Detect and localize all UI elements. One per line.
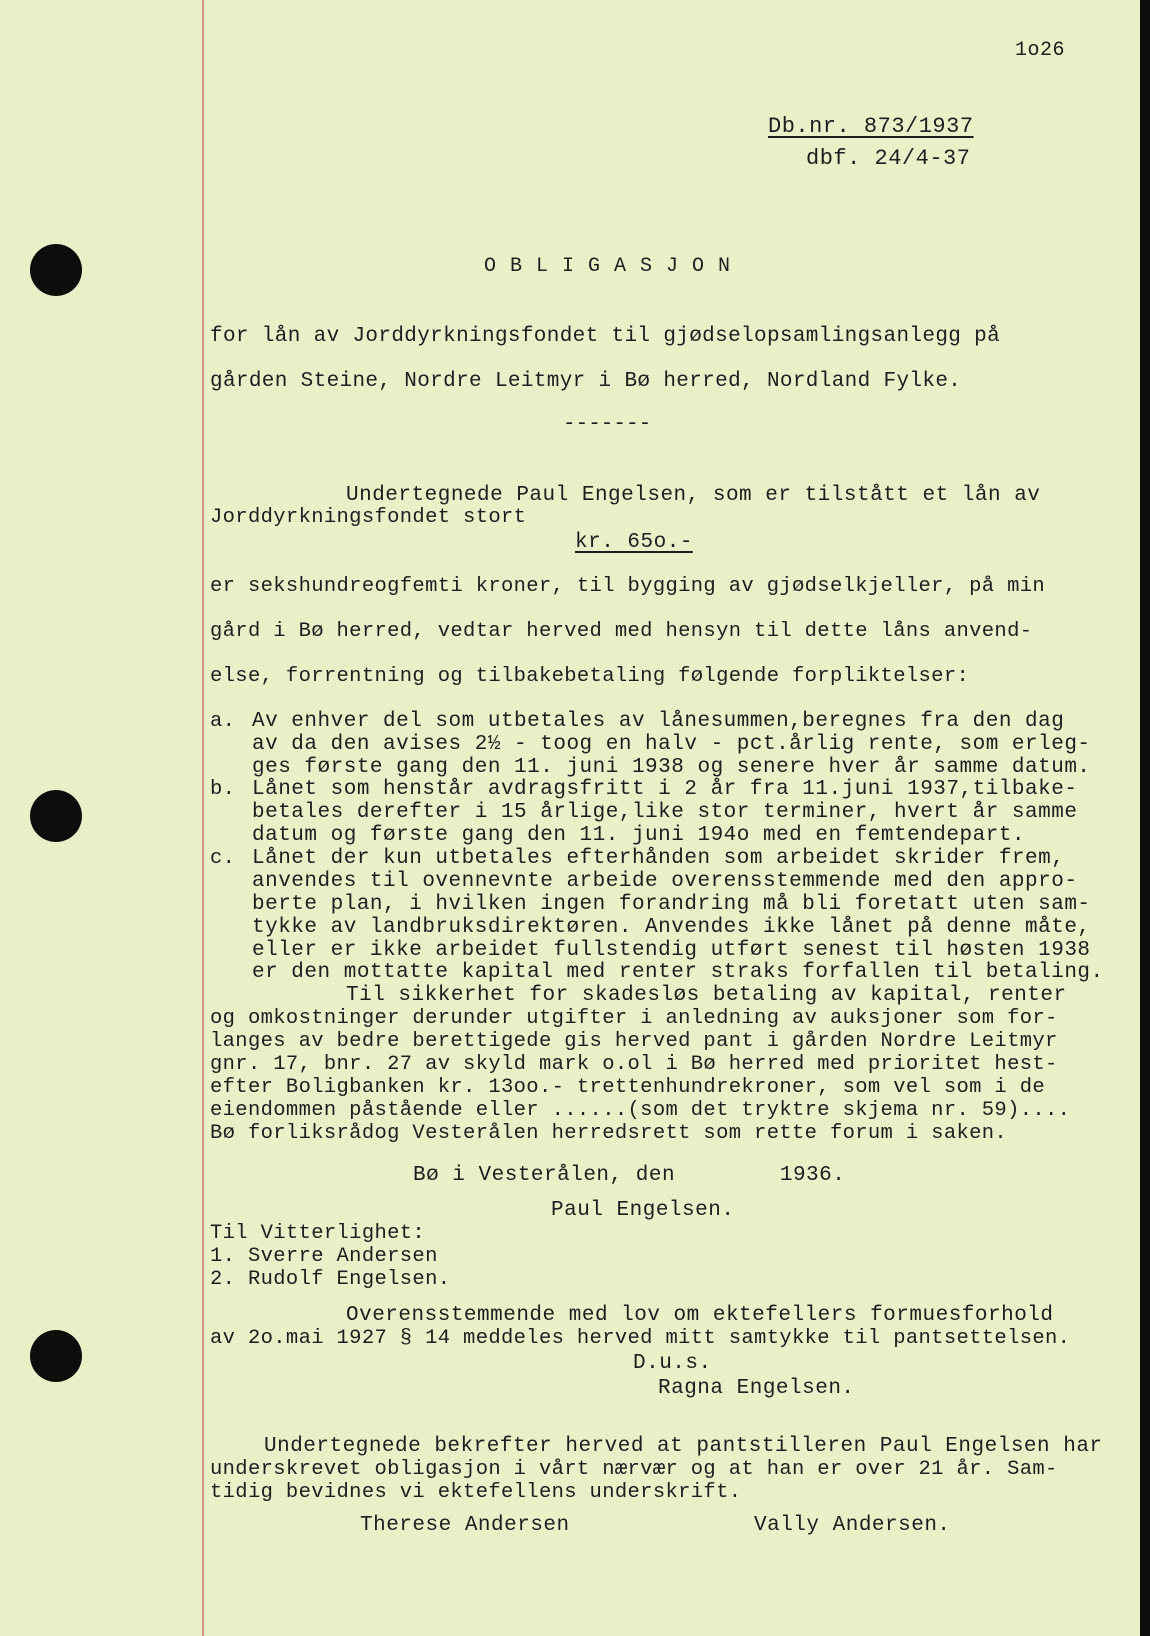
consent-line: Overensstemmende med lov om ektefellers formuesforhold	[346, 1304, 1054, 1327]
clause-label: b.	[210, 778, 236, 801]
security-line: Bø forliksrådog Vesterålen herredsrett som rette forum i saken.	[210, 1122, 1008, 1145]
security-line: og omkostninger derunder utgifter i anledning av auksjoner som for-	[210, 1007, 1058, 1030]
clause-line: Av enhver del som utbetales av lånesummen,beregnes fra den dag	[252, 710, 1065, 733]
clause-line: tykke av landbruksdirektøren. Anvendes ikke lånet på denne måte,	[252, 916, 1091, 939]
red-margin-line	[202, 0, 204, 1636]
clause-line: av da den avises 2½ - toog en halv - pct.årlig rente, som erleg-	[252, 733, 1091, 756]
clause-line: er den mottatte kapital med renter straks forfallen til betaling.	[252, 961, 1104, 984]
paragraph-line: else, forrentning og tilbakebetaling følgende forpliktelser:	[210, 665, 970, 688]
clause-line: ges første gang den 11. juni 1938 og senere hver år samme datum.	[252, 756, 1091, 779]
confirmation-line: underskrevet obligasjon i vårt nærvær og at han er over 21 år. Sam-	[210, 1458, 1058, 1481]
consent-signer: Ragna Engelsen.	[658, 1377, 855, 1400]
clause-line: datum og første gang den 11. juni 194o med en femtendepart.	[252, 824, 1026, 847]
punch-hole	[30, 790, 82, 842]
clause-line: eller er ikke arbeidet fullstendig utført senest til høsten 1938	[252, 939, 1091, 962]
paragraph-line: gård i Bø herred, vedtar herved med hensyn til dette låns anvend-	[210, 620, 1033, 643]
clause-line: betales derefter i 15 årlige,like stor terminer, hvert år samme	[252, 801, 1078, 824]
witness-2: 2. Rudolf Engelsen.	[210, 1268, 451, 1291]
signer-name: Paul Engelsen.	[551, 1199, 735, 1222]
page-number: 1o26	[1015, 39, 1066, 62]
witness-heading: Til Vitterlighet:	[210, 1222, 426, 1245]
confirmation-line: Undertegnede bekrefter herved at pantstilleren Paul Engelsen har	[264, 1435, 1103, 1458]
doc-number: Db.nr. 873/1937	[768, 114, 974, 139]
clause-line: Lånet der kun utbetales efterhånden som arbeidet skrider frem,	[252, 847, 1065, 870]
clause-label: a.	[210, 710, 236, 733]
security-line: efter Boligbanken kr. 13oo.- trettenhundrekroner, som vel som i de	[210, 1076, 1046, 1099]
clause-label: c.	[210, 847, 236, 870]
paragraph-line: er sekshundreogfemti kroner, til bygging av gjødselkjeller, på min	[210, 575, 1046, 598]
security-line: eiendommen påstående eller ......(som det tryktre skjema nr. 59)....	[210, 1099, 1071, 1122]
consent-line: av 2o.mai 1927 § 14 meddeles herved mitt samtykke til pantsettelsen.	[210, 1327, 1071, 1350]
subtitle-line: gården Steine, Nordre Leitmyr i Bø herred, Nordland Fylke.	[210, 370, 962, 393]
security-line: gnr. 17, bnr. 27 av skyld mark o.ol i Bø herred med prioritet hest-	[210, 1053, 1058, 1076]
punch-hole	[30, 1330, 82, 1382]
consent-dus: D.u.s.	[633, 1352, 712, 1375]
security-line: Til sikkerhet for skadesløs betaling av kapital, renter	[346, 984, 1067, 1007]
security-line: langes av bedre berettigede gis herved pant i gården Nordre Leitmyr	[210, 1030, 1058, 1053]
final-signer-1: Therese Andersen	[360, 1514, 570, 1537]
subtitle-line: for lån av Jorddyrkningsfondet til gjødselopsamlingsanlegg på	[210, 325, 1001, 348]
document-title: O B L I G A S J O N	[484, 255, 732, 278]
intro-line: Undertegnede Paul Engelsen, som er tilstått et lån av	[346, 484, 1041, 507]
dbf-date: dbf. 24/4-37	[806, 146, 971, 171]
confirmation-line: tidig bevidnes vi ektefellens underskrift.	[210, 1481, 742, 1504]
intro-line: Jorddyrkningsfondet stort	[210, 506, 527, 529]
loan-amount: kr. 65o.-	[575, 531, 693, 554]
witness-1: 1. Sverre Andersen	[210, 1245, 438, 1268]
clause-line: Lånet som henstår avdragsfritt i 2 år fra 11.juni 1937,tilbake-	[252, 778, 1078, 801]
clause-line: berte plan, i hvilken ingen forandring må bli foretatt uten sam-	[252, 893, 1091, 916]
divider: -------	[563, 413, 652, 436]
clause-line: anvendes til ovennevnte arbeide overensstemmende med den appro-	[252, 870, 1078, 893]
place-date: Bø i Vesterålen, den 1936.	[413, 1164, 846, 1187]
final-signer-2: Vally Andersen.	[754, 1514, 951, 1537]
punch-hole	[30, 244, 82, 296]
